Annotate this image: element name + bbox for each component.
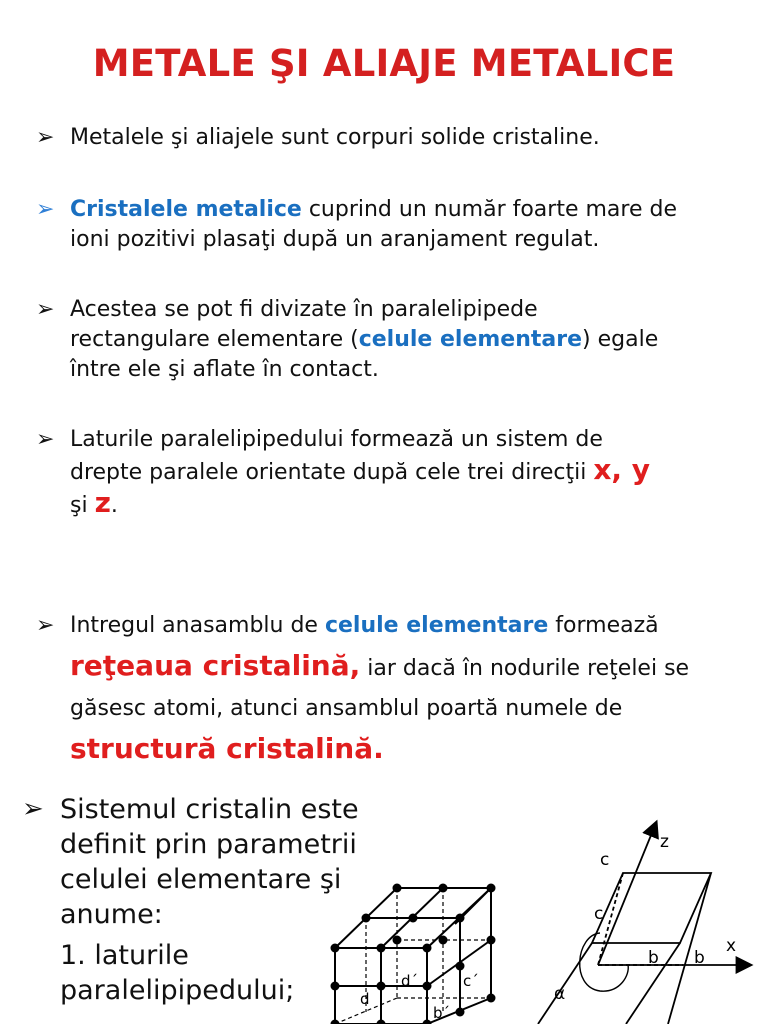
label-d-prime: d´ [401, 972, 419, 990]
cubic-lattice-diagram [325, 878, 505, 1024]
label-b-right: b [694, 948, 705, 968]
bullet-metals: ➢ Metalele şi aliajele sunt corpuri solide cristaline. [36, 123, 736, 153]
bullet-arrow-icon: ➢ [36, 427, 55, 452]
label-c-prime: c´ [463, 972, 479, 990]
page-title: METALE ŞI ALIAJE METALICE [92, 42, 676, 85]
axis-label-x: x [726, 936, 737, 956]
bullet-arrow-icon: ➢ [36, 125, 55, 150]
bullet-arrow-icon: ➢ [36, 613, 55, 638]
bullet-metal-crystals: ➢ Cristalele metalice cuprind un număr foarte mare de ioni pozitivi plasaţi după un aranjament regulat. [36, 197, 677, 252]
label-b-left: b [648, 948, 659, 968]
parallelepiped-axes-diagram [528, 815, 760, 1024]
bullet-crystal-lattice: ➢ Intregul anasamblu de celule elementare formează reţeaua cristalină, iar dacă în nodurile reţelei se găsesc atomi, atunci ansamblul poartă numele de structură cristalină. [36, 606, 756, 772]
label-alpha: α [554, 984, 566, 1004]
axis-label-z: z [660, 832, 669, 852]
bullet-crystal-system: ➢ Sistemul cristalin este definit prin parametrii celulei elementare şi anume: 1. laturile paralelipipedului; [22, 794, 359, 1006]
label-c-mid: c [594, 904, 604, 924]
label-b-prime: b´ [433, 1004, 451, 1022]
bullet-directions: ➢ Laturile paralelipipedului formează un sistem de drepte paralele orientate după cele trei direcţii x, y şi z. [36, 427, 651, 519]
label-c-top: c [600, 850, 610, 870]
bullet-elementary-cells: ➢ Acestea se pot fi divizate în paralelipipede rectangulare elementare (celule elementare) egale între ele şi aflate în contact. [36, 297, 659, 382]
bullet-arrow-icon: ➢ [22, 794, 44, 824]
label-d: d [360, 990, 370, 1008]
bullet-arrow-icon: ➢ [36, 297, 55, 322]
bullet-arrow-icon: ➢ [36, 197, 55, 222]
